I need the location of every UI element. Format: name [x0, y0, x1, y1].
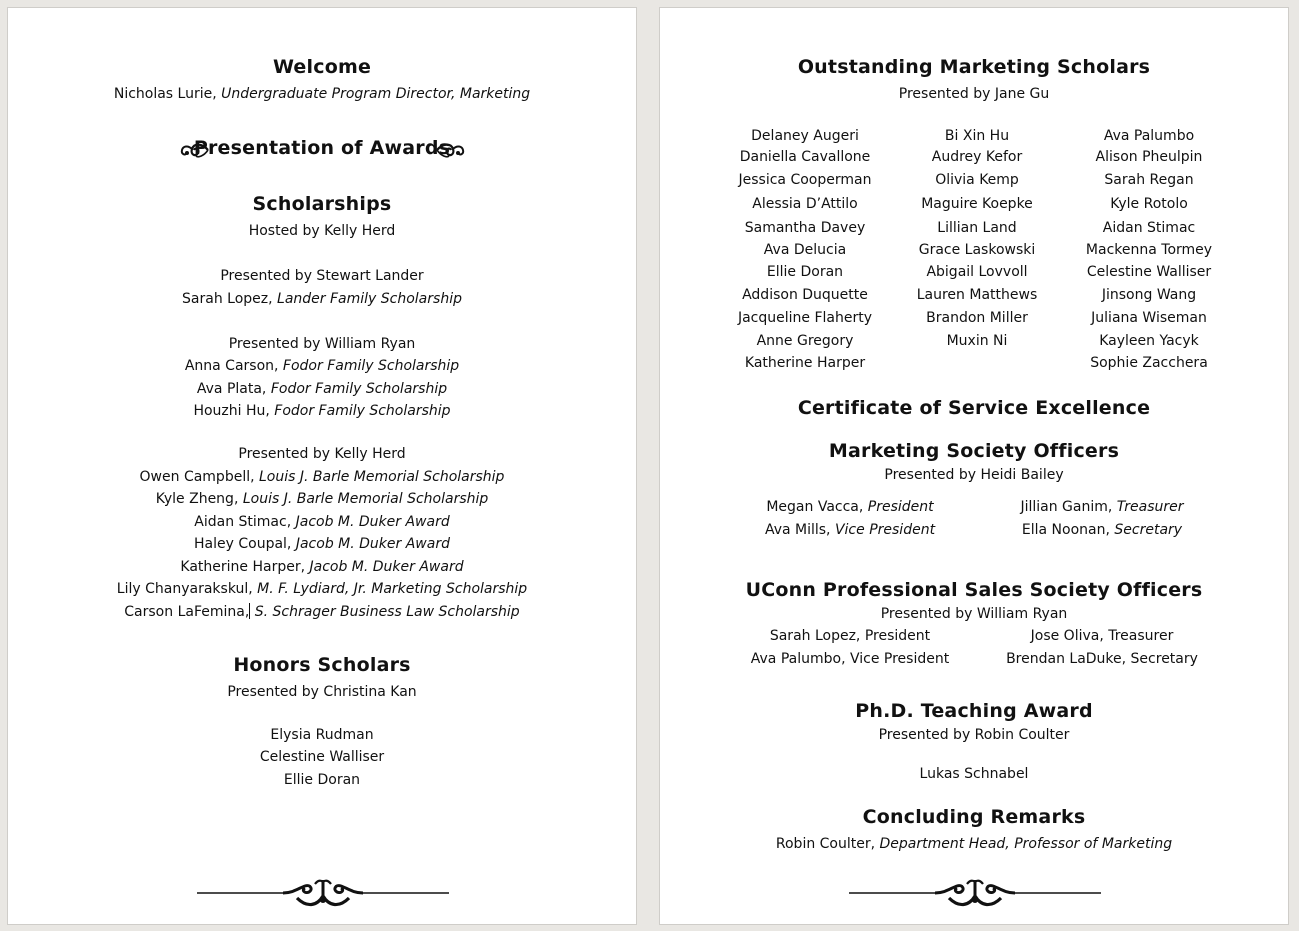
- recipient-name: Haley Coupal,: [194, 536, 292, 552]
- concluding-speaker-title: Department Head, Professor of Marketing: [879, 836, 1173, 852]
- teaching-award-heading: Ph.D. Teaching Award: [855, 700, 1093, 722]
- scholarship-award-line: [8, 380, 636, 398]
- officer-line: Sarah Lopez, President: [769, 628, 931, 644]
- welcome-speaker-line: [8, 85, 636, 103]
- scholar-name: Abigail Lovvoll: [926, 264, 1028, 280]
- officer-name: Ella Noonan,: [1021, 522, 1110, 538]
- officer-name: Jillian Ganim,: [1020, 499, 1113, 515]
- presentation-of-awards-heading: Presentation of Awards: [193, 137, 451, 159]
- honors-name: Elysia Rudman: [270, 727, 374, 743]
- recipient-name: Sarah Lopez,: [182, 291, 273, 307]
- scholarship-award-line: [8, 490, 636, 508]
- scholarship-presenter: Presented by William Ryan: [228, 336, 416, 352]
- scholar-name: Kyle Rotolo: [1110, 196, 1188, 212]
- honors-name: Celestine Walliser: [259, 749, 385, 765]
- scholar-name: Katherine Harper: [744, 355, 866, 371]
- award-name: Louis J. Barle Memorial Scholarship: [242, 491, 489, 507]
- scroll-divider-icon: [849, 876, 1101, 910]
- scholar-name: Juliana Wiseman: [1091, 310, 1207, 326]
- scholarship-award-line: [8, 513, 636, 531]
- award-name: Jacob M. Duker Award: [309, 559, 464, 575]
- award-name: Jacob M. Duker Award: [295, 536, 450, 552]
- scholar-name: Ava Palumbo: [1103, 128, 1195, 144]
- scholar-name: Anne Gregory: [756, 333, 854, 349]
- officer-line: Jose Oliva, Treasurer: [1030, 628, 1174, 644]
- scholarships-host: Hosted by Kelly Herd: [248, 223, 396, 239]
- honors-presenter: Presented by Christina Kan: [227, 684, 417, 700]
- recipient-name: Kyle Zheng,: [155, 491, 239, 507]
- officer-line: Ava Palumbo, Vice President: [750, 651, 950, 667]
- scholar-name: Delaney Augeri: [751, 128, 859, 144]
- scholarship-award-line: [8, 603, 636, 621]
- award-name: Jacob M. Duker Award: [295, 514, 450, 530]
- scholar-name: Muxin Ni: [946, 333, 1008, 349]
- recipient-name: Ava Plata,: [196, 381, 267, 397]
- officer-name: Megan Vacca,: [766, 499, 864, 515]
- scholar-name: Alessia D’Attilo: [752, 196, 858, 212]
- recipient-name: Carson LaFemina,: [124, 604, 250, 620]
- program-page-left: [7, 7, 637, 925]
- award-name: Fodor Family Scholarship: [270, 381, 448, 397]
- scholarship-award-line: [8, 468, 636, 486]
- concluding-remarks-heading: Concluding Remarks: [862, 806, 1086, 828]
- officer-name: Ava Mills,: [764, 522, 831, 538]
- scholar-name: Samantha Davey: [744, 220, 866, 236]
- scholar-name: Ellie Doran: [766, 264, 844, 280]
- scholar-name: Daniella Cavallone: [739, 149, 871, 165]
- award-name: S. Schrager Business Law Scholarship: [254, 604, 520, 620]
- scholar-name: Lauren Matthews: [916, 287, 1038, 303]
- recipient-name: Katherine Harper,: [180, 559, 306, 575]
- scholar-name: Bi Xin Hu: [944, 128, 1010, 144]
- text-cursor: [249, 603, 250, 619]
- recipient-name: Aidan Stimac,: [194, 514, 292, 530]
- scholarship-presenter: Presented by Kelly Herd: [238, 446, 406, 462]
- concluding-speaker-line: [660, 835, 1288, 853]
- scholarship-award-line: [8, 357, 636, 375]
- officer-line: [740, 522, 960, 538]
- officer-role: Vice President: [834, 522, 936, 538]
- scholarship-award-line: [8, 402, 636, 420]
- honors-name: Ellie Doran: [283, 772, 361, 788]
- scholar-name: Addison Duquette: [742, 287, 868, 303]
- award-name: Lander Family Scholarship: [277, 291, 462, 307]
- scholar-name: Jinsong Wang: [1101, 287, 1197, 303]
- award-name: Louis J. Barle Memorial Scholarship: [259, 469, 505, 485]
- scholars-heading: Outstanding Marketing Scholars: [797, 56, 1151, 78]
- welcome-heading: Welcome: [272, 56, 372, 78]
- scholarship-award-line: [8, 580, 636, 598]
- scholar-name: Maguire Koepke: [921, 196, 1033, 212]
- teaching-award-presenter: Presented by Robin Coulter: [878, 727, 1070, 743]
- scholar-name: Sophie Zacchera: [1090, 355, 1208, 371]
- scholar-name: Jessica Cooperman: [738, 172, 872, 188]
- officer-line: [992, 522, 1212, 538]
- welcome-speaker: Nicholas Lurie,: [113, 86, 217, 102]
- scholar-name: Kayleen Yacyk: [1099, 333, 1199, 349]
- scholar-name: Celestine Walliser: [1086, 264, 1212, 280]
- officer-line: Brendan LaDuke, Secretary: [1006, 651, 1198, 667]
- concluding-speaker: Robin Coulter,: [775, 836, 876, 852]
- scroll-divider-icon: [197, 876, 449, 910]
- fleuron-right-icon: [435, 139, 465, 161]
- officer-line: [992, 499, 1212, 515]
- scholar-name: Alison Pheulpin: [1095, 149, 1203, 165]
- scholar-name: Brandon Miller: [926, 310, 1028, 326]
- scholar-name: Mackenna Tormey: [1085, 242, 1213, 258]
- scholar-name: Sarah Regan: [1104, 172, 1194, 188]
- recipient-name: Anna Carson,: [184, 358, 279, 374]
- scholar-name: Aidan Stimac: [1102, 220, 1196, 236]
- recipient-name: Lily Chanyarakskul,: [116, 581, 253, 597]
- teaching-award-winner: Lukas Schnabel: [919, 766, 1029, 782]
- scholarship-presenter: Presented by Stewart Lander: [220, 268, 424, 284]
- officer-role: Treasurer: [1116, 499, 1184, 515]
- officer-line: [740, 499, 960, 515]
- scholarship-award-line: [8, 558, 636, 576]
- scholars-presenter: Presented by Jane Gu: [898, 86, 1050, 102]
- award-name: M. F. Lydiard, Jr. Marketing Scholarship: [257, 581, 528, 597]
- recipient-name: Houzhi Hu,: [193, 403, 270, 419]
- certificate-heading: Certificate of Service Excellence: [797, 397, 1151, 419]
- scholarship-award-line: [8, 290, 636, 308]
- officer-role: President: [867, 499, 934, 515]
- scholar-name: Audrey Kefor: [931, 149, 1023, 165]
- scholar-name: Olivia Kemp: [935, 172, 1019, 188]
- scholarship-award-line: [8, 535, 636, 553]
- honors-scholars-heading: Honors Scholars: [233, 654, 411, 676]
- officer-role: Secretary: [1114, 522, 1183, 538]
- scholar-name: Ava Delucia: [763, 242, 847, 258]
- sales-society-presenter: Presented by William Ryan: [880, 606, 1068, 622]
- scholar-name: Jacqueline Flaherty: [737, 310, 873, 326]
- scholarships-heading: Scholarships: [252, 193, 392, 215]
- award-name: Fodor Family Scholarship: [282, 358, 460, 374]
- program-page-right: [659, 7, 1289, 925]
- welcome-speaker-title: Undergraduate Program Director, Marketing: [221, 86, 531, 102]
- marketing-society-heading: Marketing Society Officers: [828, 440, 1120, 462]
- scholar-name: Lillian Land: [937, 220, 1017, 236]
- marketing-society-presenter: Presented by Heidi Bailey: [884, 467, 1064, 483]
- recipient-name: Owen Campbell,: [139, 469, 255, 485]
- award-name: Fodor Family Scholarship: [274, 403, 451, 419]
- scholar-name: Grace Laskowski: [918, 242, 1036, 258]
- sales-society-heading: UConn Professional Sales Society Officers: [745, 579, 1203, 601]
